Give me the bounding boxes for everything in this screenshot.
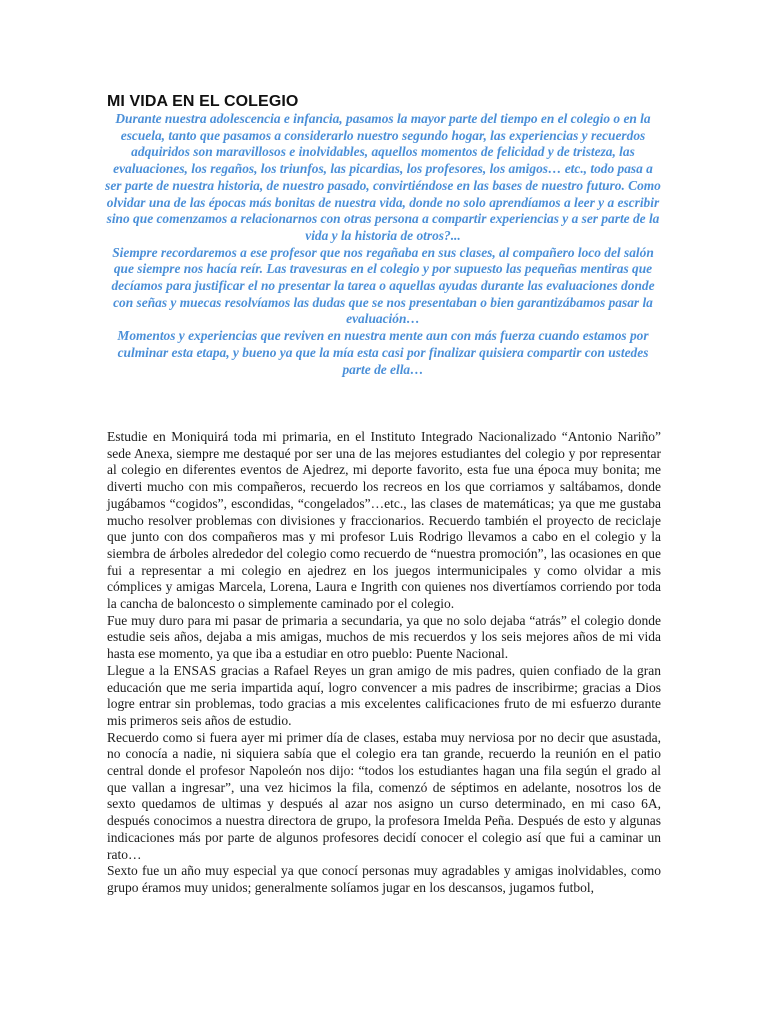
intro-paragraph: Siempre recordaremos a ese profesor que nos regañaba en sus clases, al compañero loco del salón que siempre nos hacía reír. Las travesuras en el colegio y por supuesto las pequeñas mentiras que decíamos para justificar el no presentar la tarea o aquellas ayudas durante las evaluaciones donde con señas y muecas resolvíamos las dudas que se nos presentaban o bien garantizábamos pasar la evaluación…: [111, 244, 655, 327]
intro-paragraph: Durante nuestra adolescencia e infancia, pasamos la mayor parte del tiempo en el colegio o en la escuela, tanto que pasamos a considerarlo nuestro segundo hogar, las experiencias y recuerdos adquiridos son maravillosos e inolvidables, aquellos momentos de felicidad y de tristeza, las evaluaciones, los regaños, los triunfos, las picardias, los profesores, los amigos… etc., todo pasa a ser parte de nuestra historia, de nuestro pasado, convirtiéndose en las bases de nuestro futuro. Como olvidar una de las épocas más bonitas de nuestra vida, donde no solo aprendíamos a leer y a escribir sino que comenzamos a relacionarnos con otras persona a compartir experiencias y a ser parte de la vida y la historia de otros?...: [105, 111, 661, 243]
body-paragraph: Sexto fue un año muy especial ya que conocí personas muy agradables y amigas inolvidables, como grupo éramos muy unidos; generalmente solíamos jugar en los descansos, jugamos futbol,: [107, 863, 661, 895]
body-section: [107, 429, 661, 897]
body-paragraph: Fue muy duro para mi pasar de primaria a secundaria, ya que no solo dejaba “atrás” el colegio donde estudie seis años, dejaba a mis amigas, muchos de mis recuerdos y los seis mejores años de mi vida hasta ese momento, ya que iba a estudiar en otro pueblo: Puente Nacional.: [107, 612, 661, 662]
body-paragraph: Llegue a la ENSAS gracias a Rafael Reyes un gran amigo de mis padres, quien confiado de la gran educación que me seria impartida aquí, logro convencer a mis padres de inscribirme; gracias a Dios logre entrar sin problemas, todo gracias a mis excelentes calificaciones fruto de mi esfuerzo durante mis primeros seis años de estudio.: [107, 662, 661, 728]
body-paragraph: Estudie en Moniquirá toda mi primaria, en el Instituto Integrado Nacionalizado “Antonio Nariño” sede Anexa, siempre me destaqué por ser una de las mejores estudiantes del colegio y por representar al colegio en diferentes eventos de Ajedrez, mi deporte favorito, esta fue una época muy bonita; me diverti mucho con mis compañeros, recuerdo los recreos en los que corriamos y saltábamos, donde jugábamos “cogidos”, escondidas, “congelados”…etc., las clases de matemáticas; ya que me gustaba mucho resolver problemas con divisiones y fraccionarios. Recuerdo también el proyecto de reciclaje que junto con dos compañeros mas y mi profesor Luis Rodrigo llevamos a cabo en el colegio y la siembra de árboles alrededor del colegio como recuerdo de “nuestra promoción”, las ocasiones en que fui a representar a mi colegio en ajedrez en los juegos intermunicipales y como olvidar a mis cómplices y amigas Marcela, Lorena, Laura e Ingrith con quienes nos divertíamos corriendo por toda la cancha de baloncesto o simplemente caminado por el colegio.: [107, 429, 661, 612]
intro-section: [105, 111, 661, 378]
document-title: MI VIDA EN EL COLEGIO: [107, 93, 299, 110]
intro-paragraph: Momentos y experiencias que reviven en nuestra mente aun con más fuerza cuando estamos por culminar esta etapa, y bueno ya que la mía esta casi por finalizar quisiera compartir con ustedes parte de ella…: [117, 328, 649, 377]
body-paragraph: Recuerdo como si fuera ayer mi primer día de clases, estaba muy nerviosa por no decir que asustada, no conocía a nadie, ni siquiera sabía que el colegio era tan grande, recuerdo la reunión en el patio central donde el profesor Napoleón nos dijo: “todos los estudiantes hagan una fila según el grado al que vallan a ingresar”, una vez hicimos la fila, comenzó de séptimos en adelante, nosotros los de sexto quedamos de ultimas y después al azar nos asigno un curso determinado, en mi caso 6A, después conocimos a nuestra directora de grupo, la profesora Imelda Peña. Después de esto y algunas indicaciones más por parte de algunos profesores decidí conocer el colegio así que fui a caminar un rato…: [107, 729, 661, 862]
